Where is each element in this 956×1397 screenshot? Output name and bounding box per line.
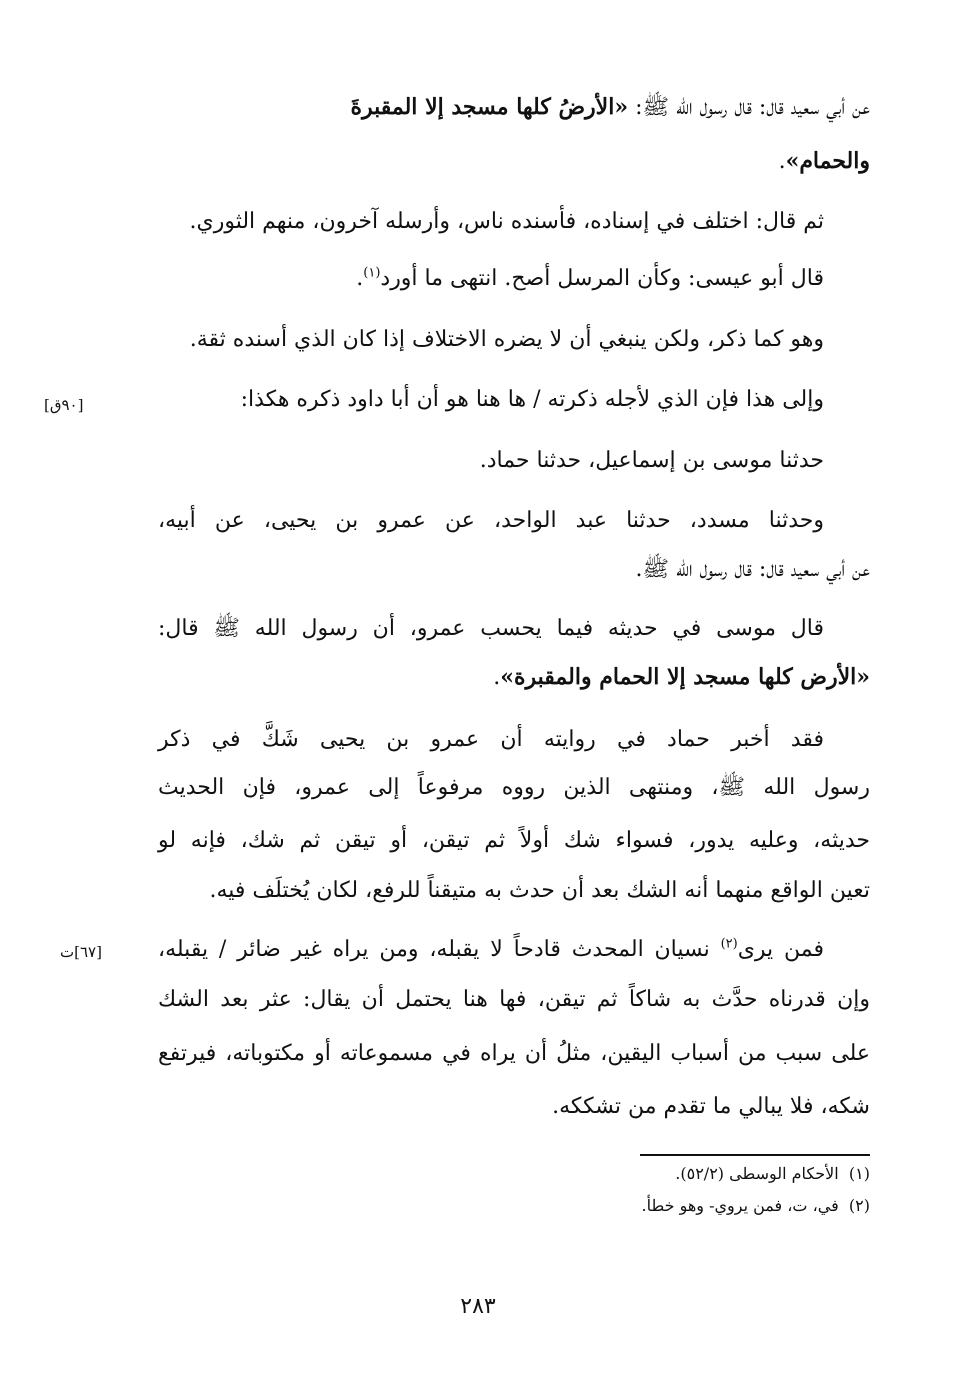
text-run: رسول الله ﷺ، ومنتهى الذين رووه مرفوعاً إلى عمرو، فإن الحديث: [158, 775, 870, 800]
text-run: تعين الواقع منهما أنه الشك بعد أن حدث به متيقناً للرفع، لكان يُختلَف فيه.: [209, 878, 870, 903]
text-run: وإن قدرناه حدَّث به شاكاً ثم تيقن، فها هنا يحتمل أن يقال: عثر بعد الشك: [158, 987, 870, 1012]
hadith-quote: والحمام»: [785, 148, 870, 174]
footnote-number: (٢): [848, 1196, 870, 1215]
text-line: [209, 876, 870, 906]
text-run: .: [493, 665, 501, 690]
text-line: [158, 773, 870, 803]
text-line: [636, 555, 870, 585]
text-run: قال موسى في حديثه فيما يحسب عمرو، أن رسول الله ﷺ قال:: [158, 616, 824, 641]
text-run: ثم قال: اختلف في إسناده، فأسنده ناس، وأرسله آخرون، منهم الثوري.: [189, 209, 824, 234]
footnote-separator: [640, 1154, 870, 1156]
hadith-quote: «الأرضُ كلها مسجد إلا المقبرةَ: [350, 94, 629, 120]
text-line: [158, 725, 870, 755]
text-line: [552, 1092, 870, 1122]
footnote-number: (١): [848, 1164, 870, 1183]
margin-note-manuscript: [٦٧]ت: [60, 943, 102, 961]
text-run: حديثه، وعليه يدور، فسواء شك أولاً ثم تيقن، أو تيقن ثم شك، فإنه لو: [158, 828, 870, 853]
text-run: على سبب من أسباب اليقين، مثلُ أن يراه في مسموعاته أو مكتوباته، فيرتفع: [158, 1041, 870, 1066]
text-run: فمن يرى: [737, 937, 824, 962]
hadith-quote: «الأرض كلها مسجد إلا الحمام والمقبرة»: [500, 664, 870, 690]
text-run: شكه، فلا يبالي ما تقدم من تشككه.: [552, 1094, 870, 1119]
text-line: [158, 985, 870, 1015]
text-line: [480, 446, 824, 476]
text-line: [241, 385, 824, 415]
text-line: [158, 826, 870, 856]
text-run: عن أبي سعيد قال: قال رسول الله ﷺ:: [628, 95, 870, 120]
text-run: نسيان المحدث قادحاً لا يقبله، ومن يراه غير ضائر / يقبله،: [158, 937, 721, 962]
text-line: [158, 1039, 870, 1069]
text-run: وإلى هذا فإن الذي لأجله ذكرته / ها هنا هو أن أبا داود ذكره هكذا:: [240, 387, 824, 412]
text-line: [493, 662, 870, 693]
text-line: [190, 207, 825, 237]
text-run: قال أبو عيسى: وكأن المرسل أصح. انتهى ما أورد: [380, 266, 824, 291]
text-line: [779, 146, 870, 177]
footnote-text: في، ت، فمن يروي- وهو خطأ.: [641, 1196, 839, 1215]
text-run: وحدثنا مسدد، حدثنا عبد الواحد، عن عمرو بن يحيى، عن أبيه،: [158, 508, 824, 533]
text-run: وهو كما ذكر، ولكن ينبغي أن لا يضره الاختلاف إذا كان الذي أسنده ثقة.: [189, 327, 824, 352]
text-run: .: [356, 266, 364, 291]
text-line: [158, 614, 870, 644]
footnote: [675, 1163, 870, 1185]
footnote: [642, 1195, 871, 1217]
text-line: [356, 264, 824, 294]
text-run: فقد أخبر حماد في روايته أن عمرو بن يحيى شَكَّ في ذكر: [158, 727, 824, 752]
text-run: حدثنا موسى بن إسماعيل، حدثنا حماد.: [479, 448, 824, 473]
text-line: [158, 935, 870, 965]
text-run: عن أبي سعيد قال: قال رسول الله ﷺ.: [635, 557, 870, 582]
text-run: .: [778, 149, 786, 174]
footnote-text: الأحكام الوسطى (٥٢/٢).: [675, 1164, 839, 1183]
footnote-marker: (١): [363, 265, 381, 281]
text-line: [190, 325, 824, 355]
text-line: [350, 92, 870, 123]
footnote-marker: (٢): [720, 936, 738, 952]
text-line: [158, 506, 870, 536]
page-number: ٢٨٣: [460, 1294, 496, 1319]
margin-note-manuscript: [٩٠ق]: [44, 396, 84, 414]
